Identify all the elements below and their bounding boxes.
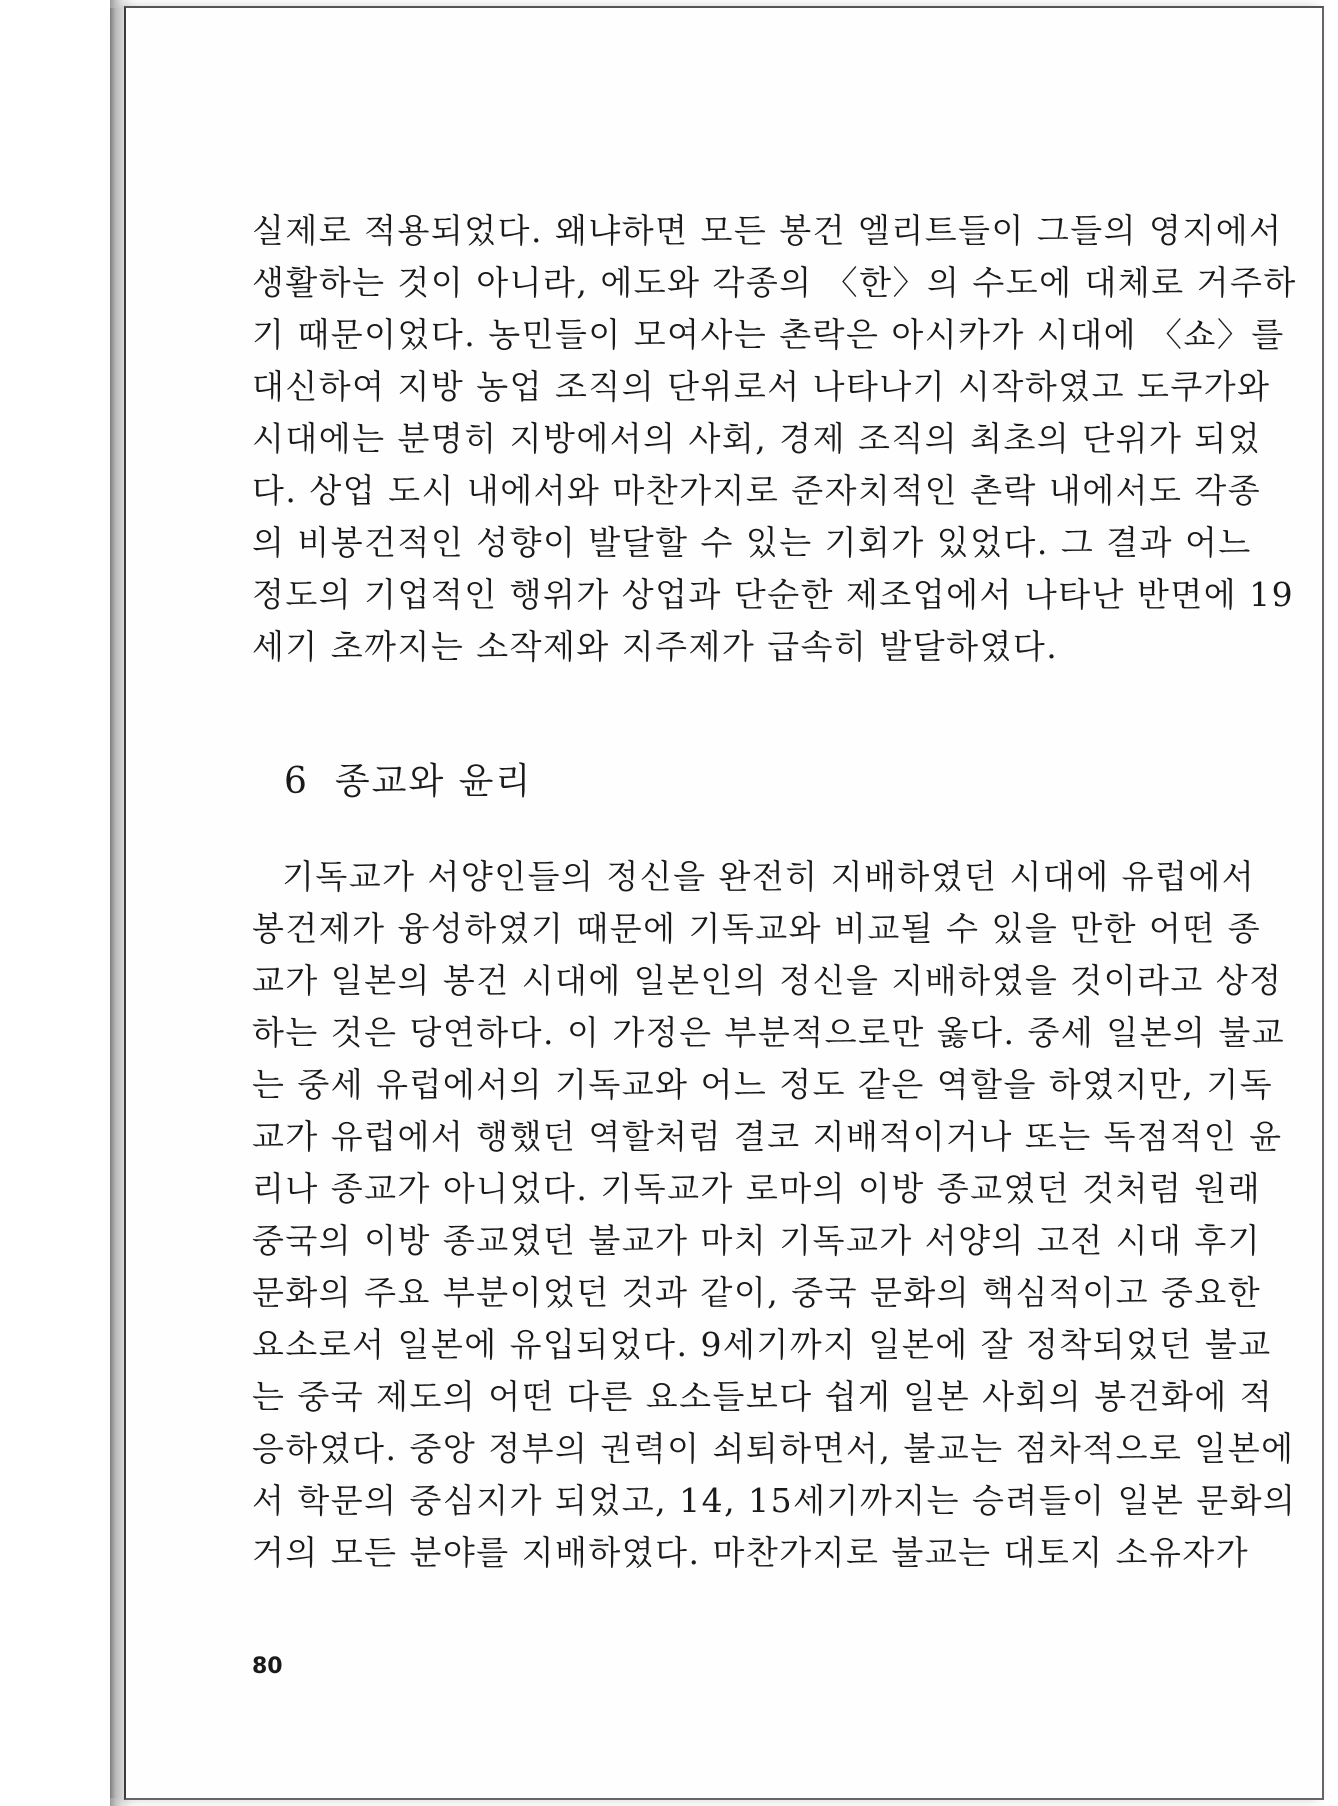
text-line: 정도의 기업적인 행위가 상업과 단순한 제조업에서 나타난 반면에 19: [252, 575, 1295, 614]
text-line: 대신하여 지방 농업 조직의 단위로서 나타나기 시작하였고 도쿠가와: [252, 367, 1271, 406]
section-number: 6: [284, 761, 309, 802]
text-line: 교가 일본의 봉건 시대에 일본인의 정신을 지배하였을 것이라고 상정: [252, 961, 1283, 1000]
text-line: 봉건제가 융성하였기 때문에 기독교와 비교될 수 있을 만한 어떤 종: [252, 909, 1262, 948]
text-line: 기독교가 서양인들의 정신을 완전히 지배하였던 시대에 유럽에서: [282, 857, 1256, 896]
text-line: 거의 모든 분야를 지배하였다. 마찬가지로 불교는 대토지 소유자가: [252, 1533, 1250, 1572]
text-line: 시대에는 분명히 지방에서의 사회, 경제 조직의 최초의 단위가 되었: [252, 419, 1262, 458]
text-line: 기 때문이었다. 농민들이 모여사는 촌락은 아시카가 시대에 〈쇼〉를: [252, 315, 1285, 354]
text-line: 세기 초까지는 소작제와 지주제가 급속히 발달하였다.: [252, 627, 1059, 666]
text-line: 중국의 이방 종교였던 불교가 마치 기독교가 서양의 고전 시대 후기: [252, 1221, 1262, 1260]
section-heading: [284, 753, 532, 804]
text-line: 다. 상업 도시 내에서와 마찬가지로 준자치적인 촌락 내에서도 각종: [252, 471, 1262, 510]
text-line: 문화의 주요 부분이었던 것과 같이, 중국 문화의 핵심적이고 중요한: [252, 1273, 1262, 1312]
text-line: 요소로서 일본에 유입되었다. 9세기까지 일본에 잘 정착되었던 불교: [252, 1325, 1272, 1364]
text-line: 응하였다. 중앙 정부의 권력이 쇠퇴하면서, 불교는 점차적으로 일본에: [252, 1429, 1295, 1468]
text-line: 교가 유럽에서 행했던 역할처럼 결코 지배적이거나 또는 독점적인 윤: [252, 1117, 1283, 1156]
text-line: 생활하는 것이 아니라, 에도와 각종의 〈한〉의 수도에 대체로 거주하: [252, 263, 1297, 302]
paragraph-1: [252, 205, 1297, 673]
text-line: 하는 것은 당연하다. 이 가정은 부분적으로만 옳다. 중세 일본의 불교: [252, 1013, 1286, 1052]
text-line: 서 학문의 중심지가 되었고, 14, 15세기까지는 승려들이 일본 문화의: [252, 1481, 1297, 1520]
text-line: 는 중국 제도의 어떤 다른 요소들보다 쉽게 일본 사회의 봉건화에 적: [252, 1377, 1274, 1416]
paragraph-2: [252, 851, 1297, 1579]
page-number: 80: [252, 1654, 283, 1679]
text-line: 는 중세 유럽에서의 기독교와 어느 정도 같은 역할을 하였지만, 기독: [252, 1065, 1274, 1104]
text-line: 의 비봉건적인 성향이 발달할 수 있는 기회가 있었다. 그 결과 어느: [252, 523, 1252, 562]
text-line: 리나 종교가 아니었다. 기독교가 로마의 이방 종교였던 것처럼 원래: [252, 1169, 1262, 1208]
section-title: 종교와 윤리: [334, 761, 533, 802]
text-line: 실제로 적용되었다. 왜냐하면 모든 봉건 엘리트들이 그들의 영지에서: [252, 211, 1283, 250]
